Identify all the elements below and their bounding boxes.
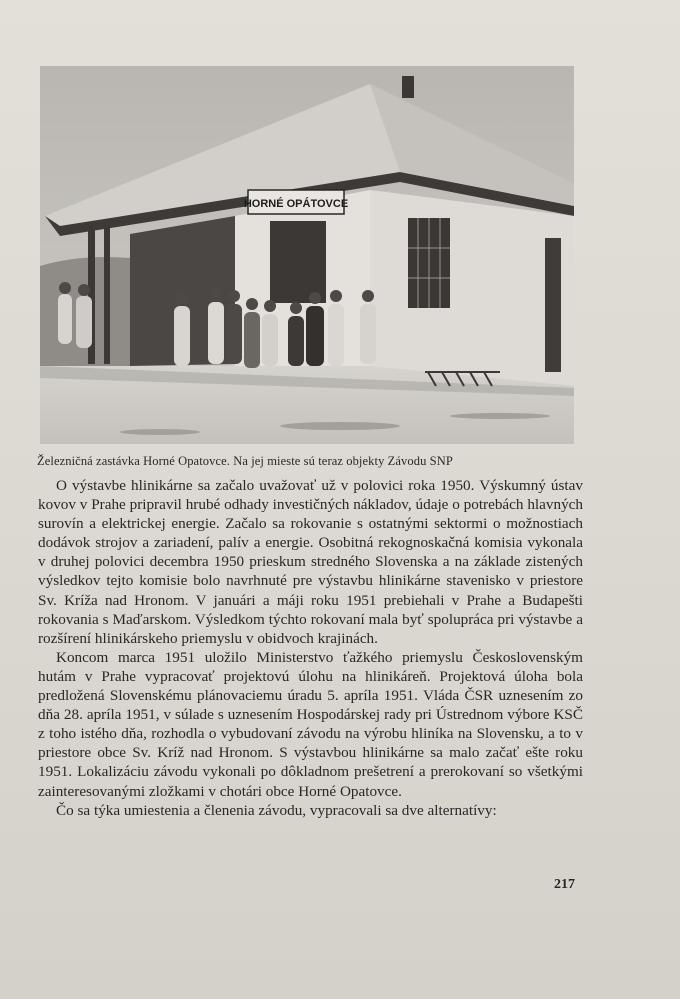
station-photo — [40, 66, 574, 444]
photo-caption: Železničná zastávka Horné Opatovce. Na jej mieste sú teraz objekty Závodu SNP — [37, 454, 453, 468]
paragraph: Koncom marca 1951 uložilo Ministerstvo ťažkého priemyslu Československým hutám v Prahe vypracovať projektovú úlohu na hlinikáreň. Projektová úloha bola predložená Slovenskému plánovaciemu úradu 5. apríla 1951. Vláda ČSR uznesením zo dňa 28. apríla 1951, v súlade s uznesením Hospodárskej rady pri Ústrednom výbore KSČ z toho istého dňa, rozhodla o vybudovaní závodu na výrobu hliníka na Slovensku, a to v priestore obce Sv. Kríž nad Hronom. S výstavbou hlinikárne sa malo začať ešte roku 1951. Lokalizáciu závodu vykonali po dôkladnom prešetrení a prerokovaní so všetkými zainteresovanými zložkami v chotári obce Horné Opatovce. — [38, 648, 583, 800]
paragraph: Čo sa týka umiestenia a členenia závodu, vypracovali sa dve alternatívy: — [56, 801, 497, 819]
station-photo-drawing — [40, 66, 574, 444]
station-sign: HORNÉ OPÁTOVCE — [243, 198, 349, 210]
paragraph: O výstavbe hlinikárne sa začalo uvažovať už v polovici roka 1950. Výskumný ústav kovov v Prahe pripravil hrubé odhady investičných nákladov, údaje o potrebách hlavných surovín a elektrickej energie. Začalo sa rokovanie s ostatnými sektormi o možnostiach dodávok strojov a zariadení, palív a energie. Osobitná rekognoskačná komisia vykonala v druhej polovici decembra 1950 prieskum stredného Slovenska a na základe zistených výsledkov tejto komisie bolo navrhnuté pre výstavbu hlinikárne stavenisko v priestore Sv. Kríža nad Hronom. V januári a máji roku 1951 prebiehali v Prahe a Budapešti rokovania s Maďarskom. Výsledkom týchto rokovaní mala byť spolupráca pri výstavbe a rozšírení hlinikárskeho priemyslu v obidvoch krajinách. — [38, 477, 583, 647]
body-text — [38, 476, 583, 820]
page-number: 217 — [554, 877, 575, 892]
